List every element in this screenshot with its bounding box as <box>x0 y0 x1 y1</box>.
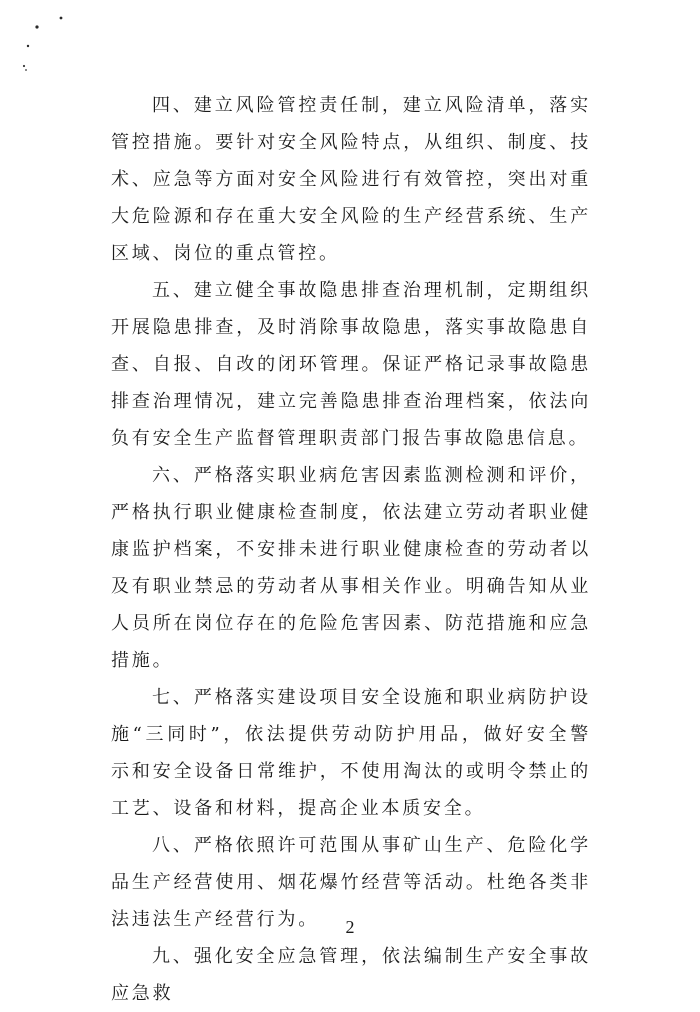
scan-specks <box>0 0 90 90</box>
paragraph-9: 九、强化安全应急管理，依法编制生产安全事故应急救 <box>111 946 591 1004</box>
paragraph-4: 四、建立风险管控责任制，建立风险清单，落实管控措施。要针对安全风险特点，从组织、制度、技术、应急等方面对安全风险进行有效管控，突出对重大危险源和存在重大安全风险的生产经营系统、生产区域、岗位的重点管控。 <box>111 95 591 264</box>
paragraph-8: 八、严格依照许可范围从事矿山生产、危险化学品生产经营使用、烟花爆竹经营等活动。杜绝各类非法违法生产经营行为。 <box>111 835 591 930</box>
body-text <box>111 87 591 1012</box>
paragraph-5: 五、建立健全事故隐患排查治理机制，定期组织开展隐患排查，及时消除事故隐患，落实事故隐患自查、自报、自改的闭环管理。保证严格记录事故隐患排查治理情况，建立完善隐患排查治理档案，依法向负有安全生产监督管理职责部门报告事故隐患信息。 <box>111 280 591 449</box>
paragraph-6: 六、严格落实职业病危害因素监测检测和评价，严格执行职业健康检查制度，依法建立劳动者职业健康监护档案，不安排未进行职业健康检查的劳动者以及有职业禁忌的劳动者从事相关作业。明确告知从业人员所在岗位存在的危险危害因素、防范措施和应急措施。 <box>111 465 591 671</box>
page-number: 2 <box>345 917 355 937</box>
paragraph-7: 七、严格落实建设项目安全设施和职业病防护设施“三同时”，依法提供劳动防护用品，做好安全警示和安全设备日常维护，不使用淘汰的或明令禁止的工艺、设备和材料，提高企业本质安全。 <box>111 687 591 819</box>
